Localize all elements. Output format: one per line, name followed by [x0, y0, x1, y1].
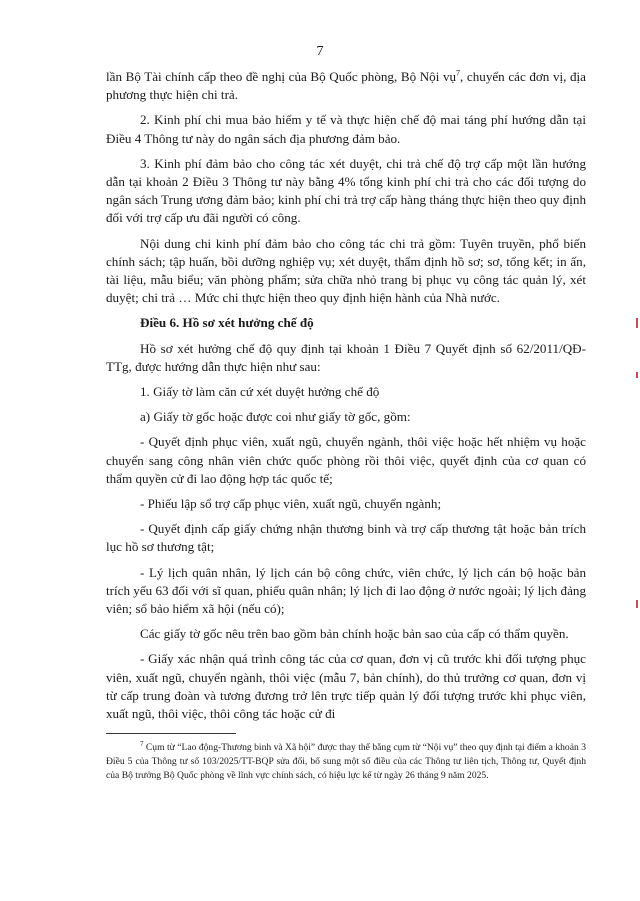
paragraph-original-documents: Các giấy tờ gốc nêu trên bao gồm bản chính hoặc bản sao của cấp có thẩm quyền. — [140, 626, 569, 642]
paragraph-item-a: a) Giấy tờ gốc hoặc được coi như giấy tờ gốc, gồm: — [140, 409, 411, 425]
paragraph-clause-2: 2. Kinh phí chi mua bảo hiểm y tế và thực hiện chế độ mai táng phí hướng dẫn tại Điều 4 Thông tư này do ngân sách địa phương đảm bảo. — [106, 112, 586, 146]
list-item-work-confirmation: - Giấy xác nhận quá trình công tác của cơ quan, đơn vị cũ trước khi đối tượng phục viên, xuất ngũ, chuyển ngành, thôi việc (mẫu 7, bản chính), do thủ trưởng cơ quan, đơn vị từ cấp trung đoàn và tương đương trở lên trực tiếp quản lý đối tượng trước khi phục viên, xuất ngũ, thôi việc, thôi công tác hoặc cử đi — [106, 651, 586, 722]
paragraph-expense-content: Nội dung chi kinh phí đảm bảo cho công tác chi trả gồm: Tuyên truyền, phổ biến chính sách; tập huấn, bồi dưỡng nghiệp vụ; xét duyệt, thẩm định hồ sơ; sơ, tổng kết; in ấn, tài liệu, mẫu biểu; văn phòng phẩm; sửa chữa nhỏ trang bị phục vụ công tác quản lý, xét duyệt; chi trả … Mức chi thực hiện theo quy định hiện hành của Nhà nước. — [106, 235, 586, 306]
list-item-allowance-form: - Phiếu lập sổ trợ cấp phục viên, xuất ngũ, chuyển ngành; — [140, 496, 442, 512]
paragraph-funding-transfer — [106, 68, 586, 104]
article-heading: Điều 6. Hồ sơ xét hưởng chế độ — [140, 315, 314, 331]
paragraph-text: , chuyển các đơn vị, địa phương thực hiện chi trả. — [106, 69, 586, 103]
document-body — [106, 68, 586, 730]
footnote-divider — [106, 733, 236, 734]
paragraph-clause-3: 3. Kinh phí đảm bảo cho công tác xét duyệt, chi trả chế độ trợ cấp một lần hướng dẫn tại khoản 2 Điều 3 Thông tư này bằng 4% tổng kinh phí chi trả cho các đối tượng do ngân sách Trung ương đảm bảo; kinh phí chi trả trợ cấp hàng tháng thực hiện theo quy định đối với trợ cấp ưu đãi người có công. — [106, 155, 586, 226]
page-number: 7 — [316, 44, 324, 59]
scan-margin-mark — [636, 318, 638, 328]
footnote-reference: 7 — [456, 68, 461, 78]
list-item-decision: - Quyết định phục viên, xuất ngũ, chuyển ngành, thôi việc hoặc hết nhiệm vụ hoặc chuyển sang công nhân viên chức quốc phòng rồi thôi việc, quyết định của cơ quan có thẩm quyền cử đi lao động hợp tác quốc tế; — [106, 434, 586, 486]
footnote-number: 7 — [140, 739, 144, 748]
footnote-text: Cụm từ “Lao động-Thương binh và Xã hội” được thay thế bằng cụm từ “Nội vụ” theo quy định tại điểm a khoản 3 Điều 5 của Thông tư số 103/2025/TT-BQP sửa đổi, bổ sung một số điều của các Thông tư liên tịch, Thông tư, Quyết định của Bộ trưởng Bộ Quốc phòng về lĩnh vực chính sách, có hiệu lực kể từ ngày 26 tháng 9 năm 2025. — [106, 742, 586, 781]
paragraph-item-1: 1. Giấy tờ làm căn cứ xét duyệt hưởng chế độ — [140, 384, 380, 400]
list-item-biographies: - Lý lịch quân nhân, lý lịch cán bộ công chức, viên chức, lý lịch cán bộ hoặc bản trích yếu 63 đối với sĩ quan, phiếu quân nhân; lý lịch đi lao động ở nước ngoài; lý lịch đảng viên; sổ bảo hiểm xã hội (nếu có); — [106, 564, 586, 617]
list-item-invalid-certificate: - Quyết định cấp giấy chứng nhận thương binh và trợ cấp thương tật hoặc bản trích lục hồ sơ thương tật; — [106, 521, 586, 555]
paragraph-dossier-intro: Hồ sơ xét hưởng chế độ quy định tại khoản 1 Điều 7 Quyết định số 62/2011/QĐ-TTg, được hướng dẫn thực hiện như sau: — [106, 340, 586, 374]
scan-margin-mark — [636, 372, 638, 378]
footnote — [106, 741, 586, 782]
scan-margin-mark — [636, 600, 638, 608]
paragraph-text: lần Bộ Tài chính cấp theo đề nghị của Bộ Quốc phòng, Bộ Nội vụ — [106, 69, 457, 84]
